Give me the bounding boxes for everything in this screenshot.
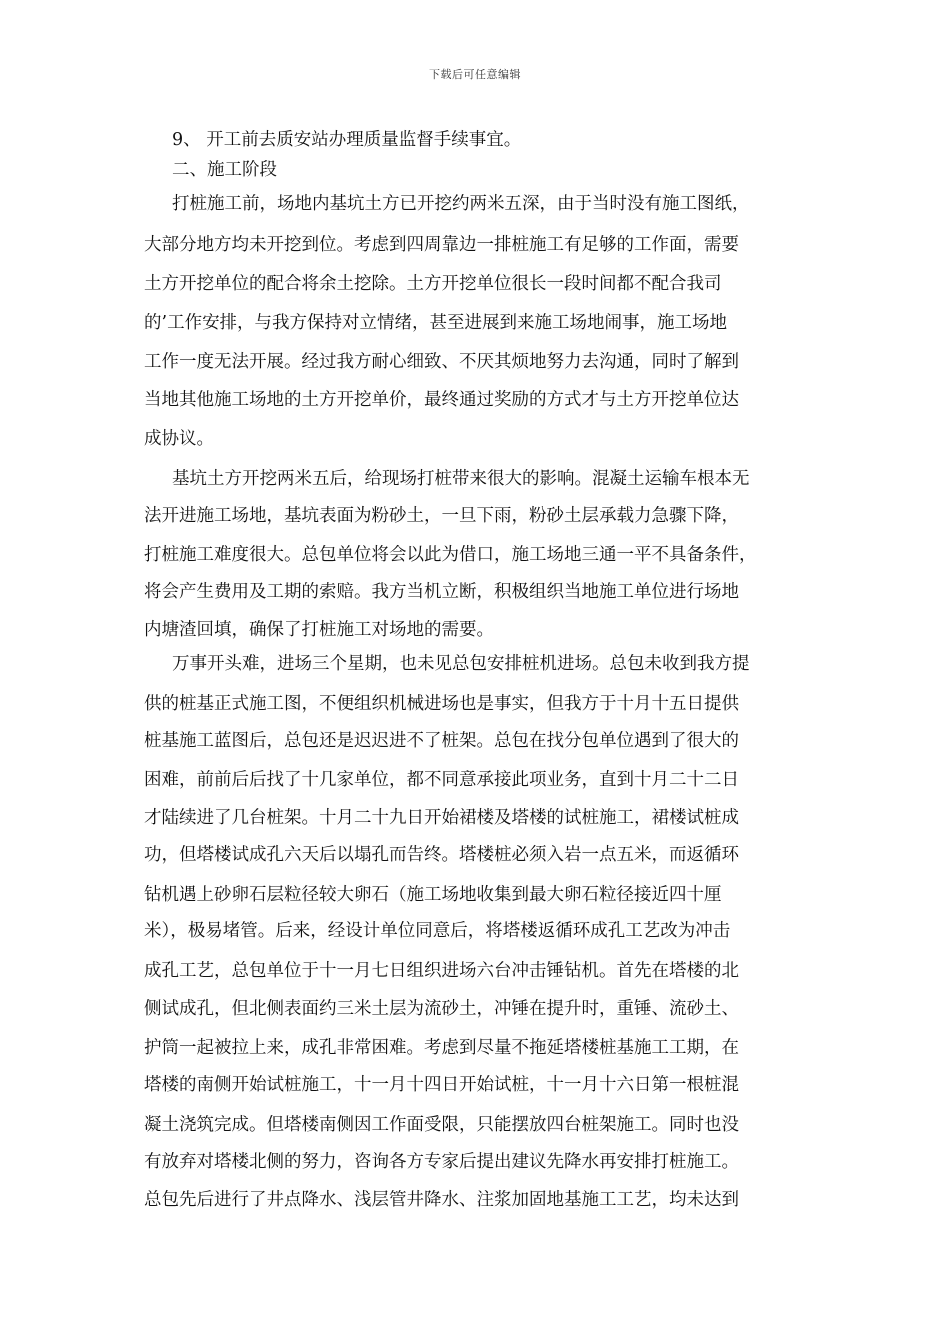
text-line: 大部分地方均未开挖到位。考虑到四周靠边一排桩施工有足够的工作面，需要 [144,235,739,255]
text-line: 困难，前前后后找了十几家单位，都不同意承接此项业务，直到十月二十二日 [144,770,739,790]
text-line: 成协议。 [144,429,214,449]
text-line: 功，但塔楼试成孔六天后以塌孔而告终。塔楼桩必须入岩一点五米，而返循环 [144,845,739,865]
text-line: 凝土浇筑完成。但塔楼南侧因工作面受限，只能摆放四台桩架施工。同时也没 [144,1115,739,1135]
text-line: 二、施工阶段 [172,160,277,180]
text-line: 当地其他施工场地的土方开挖单价，最终通过奖励的方式才与土方开挖单位达 [144,390,739,410]
text-line: 米），极易堵管。后来，经设计单位同意后，将塔楼返循环成孔工艺改为冲击 [144,921,731,941]
text-line: 9、 开工前去质安站办理质量监督手续事宜。 [172,130,522,150]
text-line: 侧试成孔，但北侧表面约三米土层为流砂土，冲锤在提升时，重锤、流砂土、 [144,999,739,1019]
text-line: 钻机遇上砂卵石层粒径较大卵石（施工场地收集到最大卵石粒径接近四十厘 [144,885,722,905]
text-line: 法开进施工场地，基坑表面为粉砂土，一旦下雨，粉砂土层承载力急骤下降， [144,506,739,526]
text-line: 有放弃对塔楼北侧的努力，咨询各方专家后提出建议先降水再安排打桩施工。 [144,1152,739,1172]
text-line: 桩基施工蓝图后，总包还是迟迟进不了桩架。总包在找分包单位遇到了很大的 [144,731,739,751]
text-line: 基坑土方开挖两米五后，给现场打桩带来很大的影响。混凝土运输车根本无 [172,469,750,489]
text-line: 工作一度无法开展。经过我方耐心细致、不厌其烦地努力去沟通，同时了解到 [144,352,739,372]
text-line: 总包先后进行了井点降水、浅层管井降水、注浆加固地基施工工艺，均未达到 [144,1190,739,1210]
text-line: 土方开挖单位的配合将余土挖除。土方开挖单位很长一段时间都不配合我司 [144,274,722,294]
text-line: 护筒一起被拉上来，成孔非常困难。考虑到尽量不拖延塔楼桩基施工工期，在 [144,1038,739,1058]
text-line: 将会产生费用及工期的索赔。我方当机立断，积极组织当地施工单位进行场地 [144,582,739,602]
text-line: 万事开头难，进场三个星期，也未见总包安排桩机进场。总包未收到我方提 [172,654,750,674]
text-line: 内塘渣回填，确保了打桩施工对场地的需要。 [144,620,494,640]
text-line: 打桩施工难度很大。总包单位将会以此为借口，施工场地三通一平不具备条件， [144,545,757,565]
text-line: 成孔工艺，总包单位于十一月七日组织进场六台冲击锤钻机。首先在塔楼的北 [144,961,739,981]
text-line: 的’工作安排，与我方保持对立情绪，甚至进展到来施工场地闹事，施工场地 [144,313,728,333]
text-line: 打桩施工前，场地内基坑土方已开挖约两米五深，由于当时没有施工图纸， [172,194,750,214]
page-header: 下载后可任意编辑 [429,68,521,81]
text-line: 供的桩基正式施工图，不便组织机械进场也是事实，但我方于十月十五日提供 [144,694,739,714]
text-line: 塔楼的南侧开始试桩施工，十一月十四日开始试桩，十一月十六日第一根桩混 [144,1075,739,1095]
text-line: 才陆续进了几台桩架。十月二十九日开始裙楼及塔楼的试桩施工，裙楼试桩成 [144,808,739,828]
